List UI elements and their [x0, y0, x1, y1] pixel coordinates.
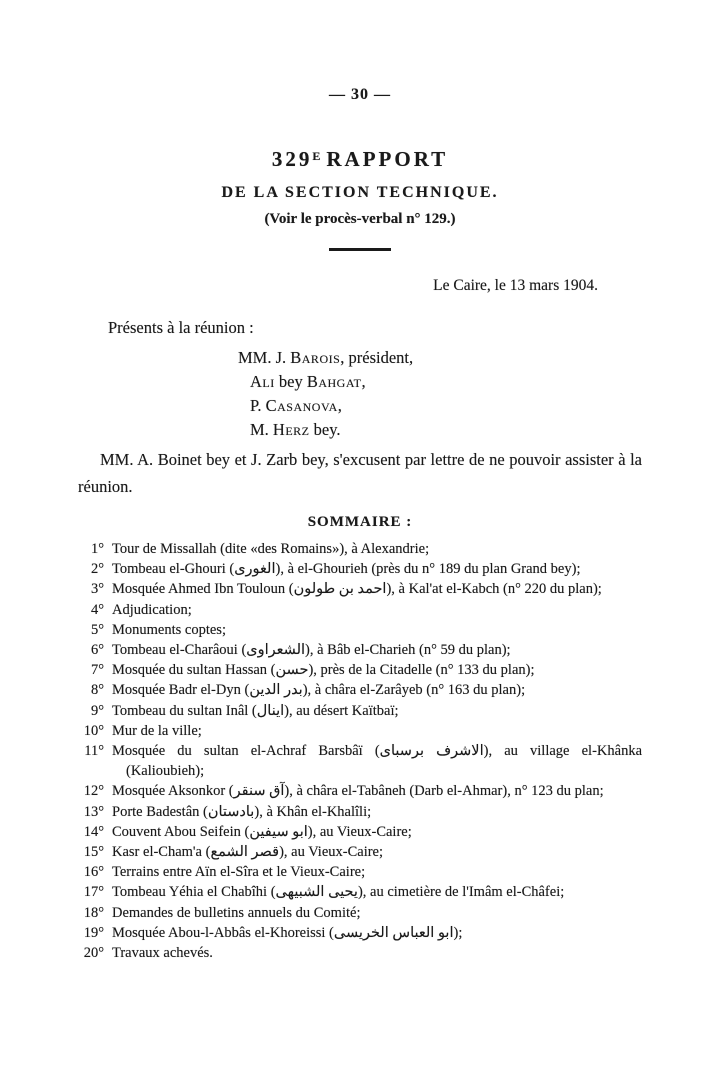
sommaire-item-number: 19° [83, 924, 104, 941]
sommaire-item-text: Tour de Missallah (dite «des Romains»), à Alexandrie; [112, 541, 430, 557]
sommaire-item [78, 721, 642, 741]
sommaire-item-number: 14° [83, 823, 104, 840]
sommaire-item-number: 1° [90, 541, 104, 557]
sommaire-item [78, 842, 642, 862]
sommaire-item [78, 781, 642, 801]
sommaire-item [78, 882, 642, 902]
attendee-line: P. Casanova, [250, 396, 342, 415]
sommaire-item-number: 10° [83, 722, 104, 739]
sommaire-item-text: Terrains entre Aïn el-Sîra et le Vieux-Caire; [112, 864, 366, 881]
sommaire-item [78, 802, 642, 822]
apologies-paragraph: MM. A. Boinet bey et J. Zarb bey, s'excusent par lettre de ne pouvoir assister à la réunion. [78, 450, 642, 496]
sommaire-item [78, 680, 642, 700]
sommaire-item-text: Mosquée Badr el-Dyn (بدر الدين), à châra el-Zarâyeb (n° 163 du plan); [112, 682, 526, 699]
sommaire-item-text: Tombeau el-Ghouri (الغورى), à el-Ghourieh (près du n° 189 du plan Grand bey); [112, 561, 581, 578]
sommaire-item [78, 620, 642, 640]
sommaire-item-text: Tombeau Yéhia el Chabîhi (يحيى الشبيهى), au cimetière de l'Imâm el-Châfei; [112, 884, 565, 901]
sommaire-item-number: 17° [83, 884, 104, 901]
attendee-line: Ali bey Bahgat, [250, 372, 366, 391]
sommaire-item-text: Mosquée du sultan el-Achraf Barsbâï (الاشرف برسباى), au village el-Khânka (Kalioubieh); [112, 741, 642, 781]
sommaire-item-number: 13° [83, 803, 104, 820]
sommaire-item [78, 640, 642, 660]
sommaire-item-number: 18° [83, 904, 104, 921]
sommaire-item-number: 5° [90, 621, 104, 638]
section-divider [329, 248, 391, 251]
sommaire-item-continuation: (Kalioubieh); [126, 763, 205, 780]
sommaire-item [78, 903, 642, 923]
report-title-ordinal-suffix: E [312, 149, 321, 163]
sommaire-item-number: 11° [84, 743, 104, 760]
sommaire-item [78, 741, 642, 781]
sommaire-item-number: 15° [83, 844, 104, 861]
sommaire-item [78, 539, 642, 559]
sommaire-item-text: Porte Badestân (بادستان), à Khân el-Khalîli; [112, 803, 372, 820]
sommaire-item-text: Demandes de bulletins annuels du Comité; [112, 904, 361, 921]
sommaire-item-number: 8° [90, 682, 104, 699]
sommaire-item-number: 2° [90, 561, 104, 578]
sommaire-item-text: Mosquée Aksonkor (آق سنقر), à châra el-Tabâneh (Darb el-Ahmar), n° 123 du plan; [112, 783, 604, 800]
report-title [78, 144, 642, 171]
sommaire-item-number: 4° [90, 601, 104, 618]
sommaire-item [78, 660, 642, 680]
sommaire-item-number: 20° [83, 945, 104, 962]
sommaire-item [78, 862, 642, 882]
sommaire-item-number: 16° [83, 864, 104, 881]
sommaire-item-number: 3° [90, 581, 104, 598]
sommaire-item-number: 7° [90, 662, 104, 679]
sommaire-item [78, 923, 642, 943]
sommaire-item-number: 9° [90, 702, 104, 719]
sommaire-item-text: Monuments coptes; [112, 621, 226, 638]
sommaire-item-text: Tombeau du sultan Inâl (اينال), au désert Kaïtbaï; [112, 702, 399, 719]
page-number: — 30 — [329, 86, 391, 103]
sommaire-item [78, 579, 642, 599]
report-subtitle: DE LA SECTION TECHNIQUE. [221, 184, 499, 201]
sommaire-item-text: Mur de la ville; [112, 722, 202, 739]
reference-note: (Voir le procès-verbal n° 129.) [264, 211, 456, 227]
sommaire-item [78, 559, 642, 579]
sommaire-item [78, 600, 642, 620]
sommaire-item-text: Travaux achevés. [112, 945, 213, 962]
sommaire-item-text: Mosquée Ahmed Ibn Touloun (احمد بن طولون), à Kal'at el-Kabch (n° 220 du plan); [112, 581, 602, 598]
sommaire-item [78, 943, 642, 963]
sommaire-item [78, 822, 642, 842]
sommaire-item-text: Adjudication; [112, 601, 192, 618]
sommaire-item-number: 6° [90, 642, 104, 659]
report-title-word: RAPPORT [326, 147, 449, 171]
dateline: Le Caire, le 13 mars 1904. [433, 277, 598, 294]
sommaire-item-text: Mosquée Abou-l-Abbâs el-Khoreissi (ابو العباس الخريسى); [112, 924, 463, 941]
sommaire-item-text: Mosquée du sultan Hassan (حسن), près de la Citadelle (n° 133 du plan); [112, 662, 535, 679]
attendee-line: M. Herz bey. [250, 420, 341, 439]
attendee-line: MM. J. Barois, président, [238, 348, 414, 367]
report-title-number: 329 [271, 147, 313, 171]
sommaire-heading: SOMMAIRE : [307, 514, 413, 530]
attendee-list [78, 346, 642, 442]
sommaire-list [78, 539, 642, 963]
sommaire-item [78, 701, 642, 721]
sommaire-item-text: Kasr el-Cham'a (قصر الشمع), au Vieux-Caire; [112, 844, 384, 861]
sommaire-item-text: Couvent Abou Seifein (ابو سيفين), au Vieux-Caire; [112, 823, 412, 840]
sommaire-item-number: 12° [83, 783, 104, 800]
attendance-intro: Présents à la réunion : [108, 318, 254, 337]
sommaire-item-text: Tombeau el-Charâoui (الشعراوى), à Bâb el-Charieh (n° 59 du plan); [112, 642, 511, 659]
